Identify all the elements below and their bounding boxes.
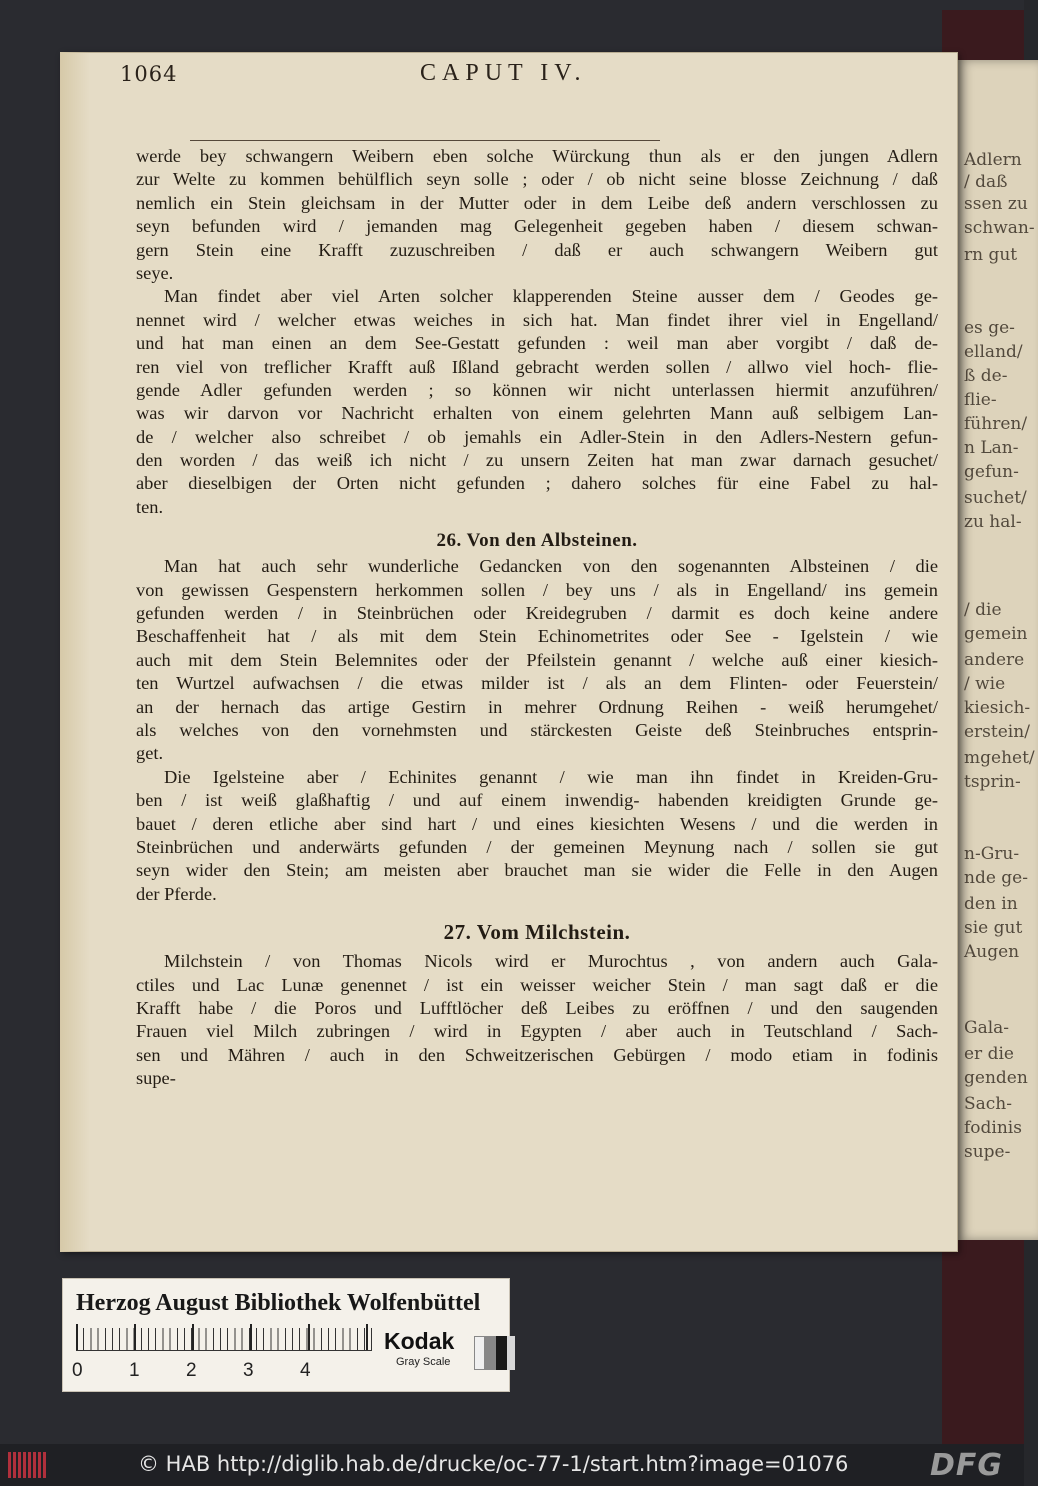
text-line: was wir darvon vor Nachricht erhalten von einem gelehrten Mann auß selbigem Lan- (136, 403, 938, 424)
text-line: gende Adler gefunden werden ; so können wir nicht unterlassen hiermit anzuführen/ (136, 379, 938, 400)
next-page-fragment: suchet/ (964, 488, 1027, 508)
text-line: von gewissen Gespenstern herkommen sollen / bey uns / als in Engelland/ ins gemein (136, 579, 938, 600)
text-line: als welches von den vornehmsten und stärckesten Geiste deß Steinbruches entsprin- (136, 719, 938, 740)
text-line: Milchstein / von Thomas Nicols wird er Murochtus , von andern auch Gala- (164, 951, 938, 972)
next-page-fragment: flie- (964, 390, 997, 410)
footer-bar (0, 1444, 1024, 1486)
text-line: der Pferde. (136, 883, 217, 904)
next-page-fragment: mgehet/ (964, 748, 1035, 768)
ruler-numbers (70, 1360, 390, 1382)
text-line: seyn befunden wird / jemanden mag Gelegenheit gegeben haben / diesem schwan- (136, 216, 938, 237)
running-title: CAPUT IV. (420, 60, 587, 86)
text-line: ren viel von treflicher Krafft auß Ißland gebracht werden sollen / allwo viel hoch- flie- (136, 356, 938, 377)
ruler-number: 4 (300, 1360, 311, 1381)
text-line: Man hat auch sehr wunderliche Gedancken von den sogenannten Albsteinen / die (164, 556, 938, 577)
text-line: bauet / deren etliche aber sind hart / und eines kiesichten Wesens / und die werden in (136, 813, 938, 834)
text-line: ctiles und Lac Lunæ genennet / ist ein weisser weicher Stein / man sagt daß er die (136, 974, 938, 995)
next-page-fragment: ß de- (964, 366, 1008, 386)
next-page-fragment: tsprin- (964, 772, 1021, 792)
section-heading: 26. Von den Albsteinen. (436, 530, 638, 552)
next-page-fragment: andere (964, 650, 1025, 670)
text-line: auch mit dem Stein Belemnites oder der Pfeilstein genannt / welche auß einer kiesich- (136, 649, 938, 670)
text-line: seye. (136, 262, 174, 283)
gray-swatch-light (507, 1336, 515, 1370)
next-page-fragment: rn gut (964, 245, 1018, 265)
ruler-major-ticks (76, 1324, 372, 1350)
text-line: werde bey schwangern Weibern eben solche Würckung thun als er den jungen Adlern (136, 146, 938, 166)
header-rule (190, 140, 660, 141)
source-credit-link[interactable]: © HAB http://diglib.hab.de/drucke/oc-77-1/start.htm?image=01076 (138, 1452, 849, 1476)
next-page-fragment: erstein/ (964, 722, 1030, 742)
page-number: 1064 (120, 62, 178, 86)
library-label-card (62, 1278, 510, 1392)
text-line: und hat man einen an dem See-Gestatt gefunden : weil man aber vorgibt / daß de- (136, 333, 938, 354)
next-page-fragment: / wie (964, 674, 1006, 694)
page-header (120, 62, 880, 92)
text-line: get. (136, 743, 164, 764)
ruler-number: 2 (186, 1360, 197, 1381)
next-page-fragment: n Lan- (964, 438, 1019, 458)
ruler-number: 1 (129, 1360, 140, 1381)
next-page-fragment: ssen zu (964, 194, 1028, 214)
ruler-number: 3 (243, 1360, 254, 1381)
text-line: Die Igelsteine aber / Echinites genannt / wie man ihn findet in Kreiden-Gru- (164, 766, 938, 787)
library-name: Herzog August Bibliothek Wolfenbüttel (76, 1290, 481, 1316)
next-page-fragment: fodinis (964, 1118, 1022, 1138)
next-page-fragment: Gala- (964, 1018, 1010, 1038)
text-line: ben / ist weiß glaßhaftig / und auf einem inwendig- habenden kreidigten Grunde ge- (136, 790, 938, 811)
text-line: Man findet aber viel Arten solcher klapperenden Steine ausser dem / Geodes ge- (164, 286, 938, 307)
next-page-edge (958, 60, 1038, 1240)
next-page-fragment: genden (964, 1068, 1028, 1088)
next-page-fragment: zu hal- (964, 512, 1022, 532)
text-line: aber dieselbigen der Orten nicht gefunden ; dahero solches für eine Fabel zu hal- (136, 473, 938, 494)
gray-swatch-dark (496, 1336, 507, 1370)
next-page-fragment: kiesich- (964, 698, 1031, 718)
next-page-fragment: elland/ (964, 342, 1023, 362)
text-line: den worden / das weiß ich nicht / zu unsern Zeiten hat man zwar darnach gesuchet/ (136, 450, 938, 471)
next-page-fragment: Sach- (964, 1094, 1012, 1114)
text-line: nennet wird / welcher etwas weiches in sich hat. Man findet ihrer viel in Engelland/ (136, 309, 938, 330)
text-line: nemlich ein Stein gleichsam in der Mutter oder in dem Leibe deß andern verschlossen zu (136, 192, 938, 213)
gray-swatch-mid (485, 1336, 496, 1370)
next-page-fragment: führen/ (964, 414, 1028, 434)
next-page-fragment: / daß (964, 172, 1008, 192)
next-page-fragment: Augen (964, 942, 1020, 962)
next-page-fragment: es ge- (964, 318, 1015, 338)
text-line: Beschaffenheit hat / als mit dem Stein Echinometrites oder See - Igelstein / wie (136, 626, 938, 647)
section-heading: 27. Vom Milchstein. (443, 920, 631, 945)
gray-swatch-white (474, 1336, 485, 1370)
next-page-fragment: nde ge- (964, 868, 1028, 888)
next-page-fragment: Adlern (964, 150, 1022, 170)
text-line: seyn wider den Stein; am meisten aber brauchet man sie wider die Felle in den Augen (136, 860, 938, 881)
kodak-logo: Kodak (384, 1328, 455, 1354)
text-line: gern Stein eine Krafft zuzuschreiben / daß er auch schwangern Weibern gut (136, 239, 938, 260)
page-body-text (136, 145, 938, 1090)
hab-logo-icon[interactable] (8, 1452, 46, 1478)
text-line: ten. (136, 496, 164, 517)
dfg-logo[interactable]: DFG (930, 1448, 1004, 1483)
text-line: Krafft habe / die Poros und Lufftlöcher deß Leibes zu eröffnen / und den saugenden (136, 997, 938, 1018)
text-line: sen und Mähren / auch in den Schweitzerischen Gebürgen / modo etiam in fodinis (136, 1044, 938, 1065)
gray-scale-label: Gray Scale (396, 1356, 451, 1368)
text-line: Steinbrüchen und anderwärts gefunden / der gemeinen Meynung nach / sollen sie gut (136, 836, 938, 857)
next-page-fragment: schwan- (964, 218, 1035, 238)
next-page-fragment: sie gut (964, 918, 1023, 938)
next-page-fragment: gemein (964, 624, 1028, 644)
next-page-fragment: / die (964, 600, 1002, 620)
text-line: de / welcher also schreibet / ob jemahls ein Adler-Stein in den Adlers-Nestern gefun- (136, 426, 938, 447)
text-line: zur Welte zu kommen behülflich seyn solle ; oder / ob nicht seine blosse Zeichnung / daß (136, 169, 938, 190)
next-page-fragment: er die (964, 1044, 1014, 1064)
next-page-fragment: gefun- (964, 462, 1019, 482)
next-page-fragment: den in (964, 894, 1018, 914)
next-page-fragment: supe- (964, 1142, 1011, 1162)
text-line: Frauen viel Milch zubringen / wird in Egypten / aber auch in Teutschland / Sach- (136, 1021, 938, 1042)
next-page-fragment: n-Gru- (964, 844, 1020, 864)
text-line: gefunden werden / in Steinbrüchen oder Kreidegruben / darmit es doch keine andere (136, 603, 938, 624)
text-line: ten Wurtzel aufwachsen / die etwas milder ist / als an dem Flinten- oder Feuerstein/ (136, 673, 938, 694)
ruler-number: 0 (72, 1360, 83, 1381)
catchword: supe- (136, 1068, 176, 1089)
text-line: an der hernach das artige Gestirn in mehrer Ordnung Reihen - weiß herumgehet/ (136, 696, 938, 717)
